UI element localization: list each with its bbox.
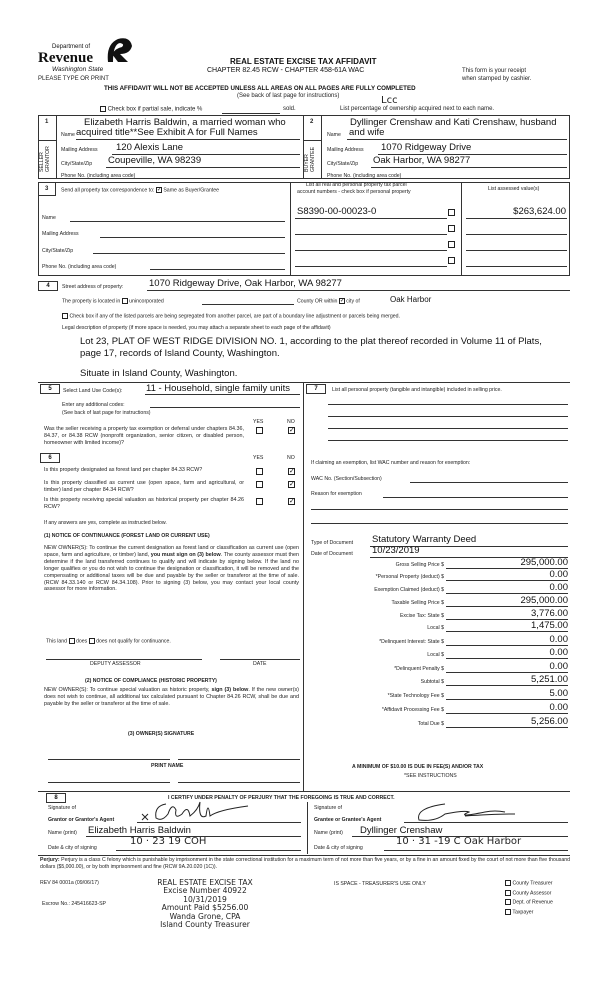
buyer-city-field[interactable]: Oak Harbor, WA 98277 [373,155,471,166]
amount-value[interactable]: 295,000.00 [520,557,568,568]
stamp-line: Excise Number 40922 [163,886,247,896]
reason-field[interactable] [383,497,568,498]
amount-value[interactable]: 5,251.00 [531,674,568,685]
additional-codes-field[interactable] [150,407,300,408]
grantee-agent-label: Grantee or Grantee's Agent [314,817,382,823]
sec6-no-header: NO [287,455,295,461]
sec6-no-checkbox[interactable]: ✓ [289,481,295,488]
legal-line1[interactable]: Lot 23, PLAT OF WEST RIDGE DIVISION NO. 1, according to the plat thereof recorded in Volume 11 of Plats, [80,336,542,347]
sec6-question: Is this property classified as current use (open space, farm and agricultural, or timber) land per chapter 84.34 RCW? [44,480,244,493]
amount-label: Taxable Selling Price $ [391,600,444,606]
notice2-title: (2) NOTICE OF COMPLIANCE (HISTORIC PROPERTY) [85,678,217,684]
certify-statement: I CERTIFY UNDER PENALTY OF PERJURY THAT THE FOREGOING IS TRUE AND CORRECT. [168,795,395,801]
escrow-number: Escrow No.: 245416623-SP [42,901,107,907]
grantee-date-label: Date & city of signing [314,845,363,851]
stamp-line: Amount Paid $5256.00 [161,903,249,913]
personal-property-checkbox[interactable] [448,241,455,248]
buyer-mail-field[interactable]: 1070 Ridgeway Drive [381,142,472,153]
print-name-line-1[interactable] [48,782,170,783]
amount-value[interactable]: 0.00 [549,702,568,713]
reason-label: Reason for exemption [311,491,362,497]
grantor-date-label: Date & city of signing [48,845,97,851]
buyer-side-label: BUYER GRANTEE [304,146,316,172]
section-7-number: 7 [306,384,326,394]
parcel-header-1: List all real and personal property tax parcel [306,182,407,188]
legal-line3[interactable]: Situate in Island County, Washington. [80,368,238,379]
buyer-name-line1[interactable]: Dyllinger Crenshaw and Kati Crenshaw, husband [350,117,557,128]
seller-phone-field[interactable] [165,178,300,179]
seller-name-line1[interactable]: Elizabeth Harris Baldwin, a married woman who [84,117,286,128]
list-pct-note: List percentage of ownership acquired next to each name. [340,106,495,112]
sec6-question: Is this property receiving special valuation as historical property per chapter 84.26 RCW? [44,497,244,510]
section-4-number: 4 [38,281,58,291]
seller-phone-label: Phone No. (including area code) [61,173,136,179]
legal-label: Legal description of property (if more space is needed, you may attach a separate sheet to each page of the affidavit) [62,325,331,331]
logo-dept: Department of [52,44,91,50]
amount-value[interactable]: 295,000.00 [520,595,568,606]
copy-checkbox[interactable] [505,890,511,896]
section-8-number: 8 [46,793,66,803]
logo-revenue: Revenue [38,50,93,66]
partial-sale-checkbox[interactable] [100,106,106,112]
seller-mail-field[interactable]: 120 Alexis Lane [116,142,184,153]
amount-value[interactable]: 5.00 [549,688,568,699]
sec6-no-checkbox[interactable]: ✓ [289,498,295,505]
wac-field[interactable] [410,482,568,483]
amount-label: Gross Selling Price $ [395,562,444,568]
doc-type-field[interactable]: Statutory Warranty Deed [372,534,477,545]
q1-yes-checkbox[interactable] [256,427,263,434]
assessed-value-field[interactable]: $263,624.00 [513,206,566,217]
section-5-number: 5 [40,384,60,394]
grantor-date-field[interactable]: 10 · 23 19 COH [130,836,207,847]
exemption-question: Was the seller receiving a property tax exemption or deferral under chapters 84.36, 84.37, or 84.38 RCW (nonprofit organization, senior citizen, or disabled person, homeowner with limited income)? [44,426,244,446]
does-not-checkbox[interactable] [89,638,95,644]
within-city-checkbox[interactable]: ✓ [339,298,345,304]
owner-signature-line-1[interactable] [48,759,170,760]
amount-label: Subtotal $ [420,679,444,685]
assessor-date-label: DATE [253,661,267,667]
sec6-question: Is this property designated as forest land per chapter 84.33 RCW? [44,467,203,473]
personal-property-checkbox[interactable] [448,209,455,216]
no-header: NO [287,419,295,425]
buyer-phone-label: Phone No. (including area code) [327,173,402,179]
sec3-name-field[interactable] [70,221,285,222]
personal-property-line[interactable] [328,404,568,405]
notice1-text: NEW OWNER(S): To continue the current designation as forest land or classification as current use (open space, farm and agriculture, or timber) land, you must sign on (3) below. The county assessor must then determine if the land transferred continues to qualify and will indicate by signing below. If the land no longer qualifies or you do not wish to continue the designation or classification, it will be removed and the compensating or additional taxes will be due and payable by the seller or transferor at the time of sale. (RCW 84.33.140 or RCW 84.34.108). Prior to signing (3) below, you may contact your local county assessor for more information. [44,545,300,593]
seller-name-label: Name [61,132,75,138]
section-1-number: 1 [45,119,49,125]
assessed-header: List assessed value(s) [488,186,540,192]
sec6-yes-checkbox[interactable] [256,498,263,505]
amount-label: Exemption Claimed (deduct) $ [374,587,444,593]
copy-checkbox[interactable] [505,909,511,915]
amount-label: *Delinquent Penalty $ [394,666,444,672]
sec3-name-label: Name [42,215,56,221]
buyer-name-label: Name [327,132,341,138]
grantor-name-label: Name (print) [48,830,77,836]
parcel-header-2: account numbers - check box if personal property [297,189,411,195]
doc-date-field[interactable]: 10/23/2019 [372,545,420,556]
amount-value[interactable]: 5,256.00 [531,716,568,727]
if-yes-note: If any answers are yes, complete as instructed below. [44,520,167,526]
receipt-note: This form is your receipt [462,68,527,74]
deputy-assessor-line[interactable] [46,659,202,660]
amount-value[interactable]: 0.00 [549,569,568,580]
amount-label: Excise Tax: State $ [399,613,444,619]
buyer-mail-label: Mailing Address [327,147,364,153]
property-location: The property is located in unincorporated [62,298,164,305]
additional-codes-label: Enter any additional codes: [62,402,125,408]
amount-value[interactable]: 0.00 [549,647,568,658]
stamp-line: Wanda Grone, CPA [169,911,241,921]
amount-value[interactable]: 0.00 [549,634,568,645]
amount-label: *Delinquent Interest: State $ [379,639,444,645]
minimum-due-note: A MINIMUM OF $10.00 IS DUE IN FEE(S) AND/OR TAX [352,764,484,770]
personal-property-checkbox[interactable] [448,225,455,232]
section-3-box [38,182,570,276]
grantor-name-field[interactable]: Elizabeth Harris Baldwin [88,825,191,836]
amount-value[interactable]: 1,475.00 [531,620,568,631]
sec6-no-checkbox[interactable]: ✓ [289,468,295,475]
sec3-city-label: City/State/Zip [42,248,74,254]
sec6-yes-checkbox[interactable] [256,468,263,475]
see-back: (See back of last page for instructions) [237,93,340,99]
personal-property-label: List all personal property (tangible and intangible) included in selling price. [332,387,502,393]
warning: THIS AFFIDAVIT WILL NOT BE ACCEPTED UNLESS ALL AREAS ON ALL PAGES ARE FULLY COMPLETED [104,85,416,92]
sold-label: sold. [283,106,296,112]
section-6-number: 6 [40,453,60,463]
seller-mail-label: Mailing Address [61,147,98,153]
sec3-phone-label: Phone No. (including area code) [42,264,117,270]
sec3-mail-field[interactable] [100,237,285,238]
seller-side-label: SELLER GRANTOR [39,146,51,172]
seller-name-line2[interactable]: acquired title**See Exhibit A for Full Names [76,127,258,138]
amount-label: *Affidavit Processing Fee $ [381,707,444,713]
buyer-city-label: City/State/Zip [327,161,359,167]
handwritten-initials: Lcc [381,95,398,106]
wac-label: WAC No. (Section/Subsection) [311,476,382,482]
form-title: REAL ESTATE EXCISE TAX AFFIDAVIT [230,57,377,66]
personal-property-checkbox[interactable] [448,257,455,264]
print-name-label: PRINT NAME [151,763,184,769]
sec3-city-field[interactable] [93,253,285,254]
sec6-yes-header: YES [253,455,264,461]
form-chapter: CHAPTER 82.45 RCW - CHAPTER 458-61A WAC [207,67,365,74]
street-field[interactable]: 1070 Ridgeway Drive, Oak Harbor, WA 98277 [149,278,342,289]
city-location: County OR within ✓ city of [297,298,360,305]
assessor-date-line[interactable] [220,659,300,660]
parcel-number-field[interactable]: S8390-00-00023-0 [297,206,377,217]
send-correspondence: Send all property tax correspondence to: ✓ Same as Buyer/Grantee [61,187,219,194]
personal-property-line[interactable] [328,440,568,441]
owner-signature-label: (3) OWNER(S) SIGNATURE [128,731,195,737]
sec5-see-back: (See back of last page for instructions) [62,410,151,416]
doc-type-label: Type of Document [311,540,354,546]
notice1-title: (1) NOTICE OF CONTINUANCE (FOREST LAND OR CURRENT USE) [44,533,210,539]
does-checkbox[interactable] [69,638,75,644]
amount-value[interactable]: 3,776.00 [531,608,568,619]
treasurer-stamp [140,879,270,929]
buyer-name-line2[interactable]: and wife [349,127,385,138]
section-3-number: 3 [45,186,49,192]
treasurer-use-only: IS SPACE - TREASURER'S USE ONLY [334,881,426,887]
amount-label: Total Due $ [417,721,444,727]
stamp-line: Island County Treasurer [160,920,250,930]
street-label: Street address of property: [62,284,124,290]
owner-signature-line-2[interactable] [178,759,300,760]
receipt-note-2: when stamped by cashier. [462,76,532,82]
land-use-label: Select Land Use Code(s): [63,388,123,394]
amount-label: *Personal Property (deduct) $ [375,574,444,580]
city-field[interactable]: Oak Harbor [390,295,432,304]
copy-county-assessor: County Assessor [505,890,551,896]
amount-value[interactable]: 0.00 [549,661,568,672]
grantor-sig-of: Signature of [48,805,76,811]
copy-dept-of-revenue: Dept. of Revenue [505,899,553,905]
logo-state: Washington State [52,66,104,73]
this-land: This land does does not qualify for continuance. [46,638,171,645]
claiming-exemption-label: If claiming an exemption, list WAC number and reason for exemption: [311,460,471,466]
stamp-line: 10/31/2019 [183,894,227,904]
amount-value[interactable]: 0.00 [549,582,568,593]
sec3-phone-field[interactable] [150,269,285,270]
grantee-name-label: Name (print) [314,830,343,836]
land-use-field[interactable]: 11 - Household, single family units [146,383,290,394]
doc-date-label: Date of Document [311,551,353,557]
amount-label: *State Technology Fee $ [387,693,444,699]
logo-r-icon [104,36,134,64]
segregated-checkbox[interactable] [62,313,68,319]
section-2-number: 2 [310,119,314,125]
copy-taxpayer: Taxpayer [505,909,533,915]
partial-sale[interactable]: Check box if partial sale, indicate % [100,106,202,113]
unincorporated-checkbox[interactable] [122,298,128,304]
copy-checkbox[interactable] [505,899,511,905]
see-instructions: *SEE INSTRUCTIONS [404,773,457,779]
yes-header: YES [253,419,264,425]
copy-county-treasurer: County Treasurer [505,880,553,886]
grantee-date-field[interactable]: 10 · 31 -19 C Oak Harbor [396,836,522,847]
same-as-buyer-checkbox[interactable]: ✓ [156,187,162,193]
deputy-assessor-label: DEPUTY ASSESSOR [90,661,141,667]
legal-line2[interactable]: page 17, records of Island County, Washington. [80,348,280,359]
grantee-name-field[interactable]: Dyllinger Crenshaw [360,825,443,836]
please-type: PLEASE TYPE OR PRINT [38,76,109,82]
grantor-agent-label: Grantor or Grantor's Agent [48,817,115,823]
print-name-line-2[interactable] [178,782,300,783]
amount-label: Local $ [427,652,444,658]
buyer-phone-field[interactable] [432,178,567,179]
notice2-text: NEW OWNER(S): To continue special valuation as historic property, sign (3) below. If the new owner(s) does not wish to continue, all additional tax calculated pursuant to Chapter 84.26 RCW, shall be due and payable by the seller or transferor at the time of sale. [44,687,299,707]
sec6-yes-checkbox[interactable] [256,481,263,488]
grantee-signature [405,800,535,826]
seller-city-label: City/State/Zip [61,161,93,167]
grantor-signature [138,796,258,826]
segregated: Check box if any of the listed parcels are being segregated from another parcel, are part of a boundary line adjustment or parcels being merged. [62,313,400,319]
amount-label: Local $ [427,625,444,631]
grantee-sig-of: Signature of [314,805,342,811]
copy-checkbox[interactable] [505,880,511,886]
sec3-mail-label: Mailing Address [42,231,79,237]
personal-property-line[interactable] [328,416,568,417]
form-revision: REV 84 0001a (09/06/17) [40,880,99,886]
perjury-notice: Perjury: Perjury is a class C felony which is punishable by imprisonment in the state correctional institution for a maximum term of not more than five years, or by a fine in an amount fixed by the court of not more than five thousand dollars ($5,000.00), or by both imprisonment and fine (RCW 9A.20.020 (1C)). [40,857,570,870]
personal-property-line[interactable] [328,428,568,429]
seller-city-field[interactable]: Coupeville, WA 98239 [108,155,202,166]
stamp-line: REAL ESTATE EXCISE TAX [157,878,253,887]
q1-no-checkbox[interactable]: ✓ [289,427,295,434]
